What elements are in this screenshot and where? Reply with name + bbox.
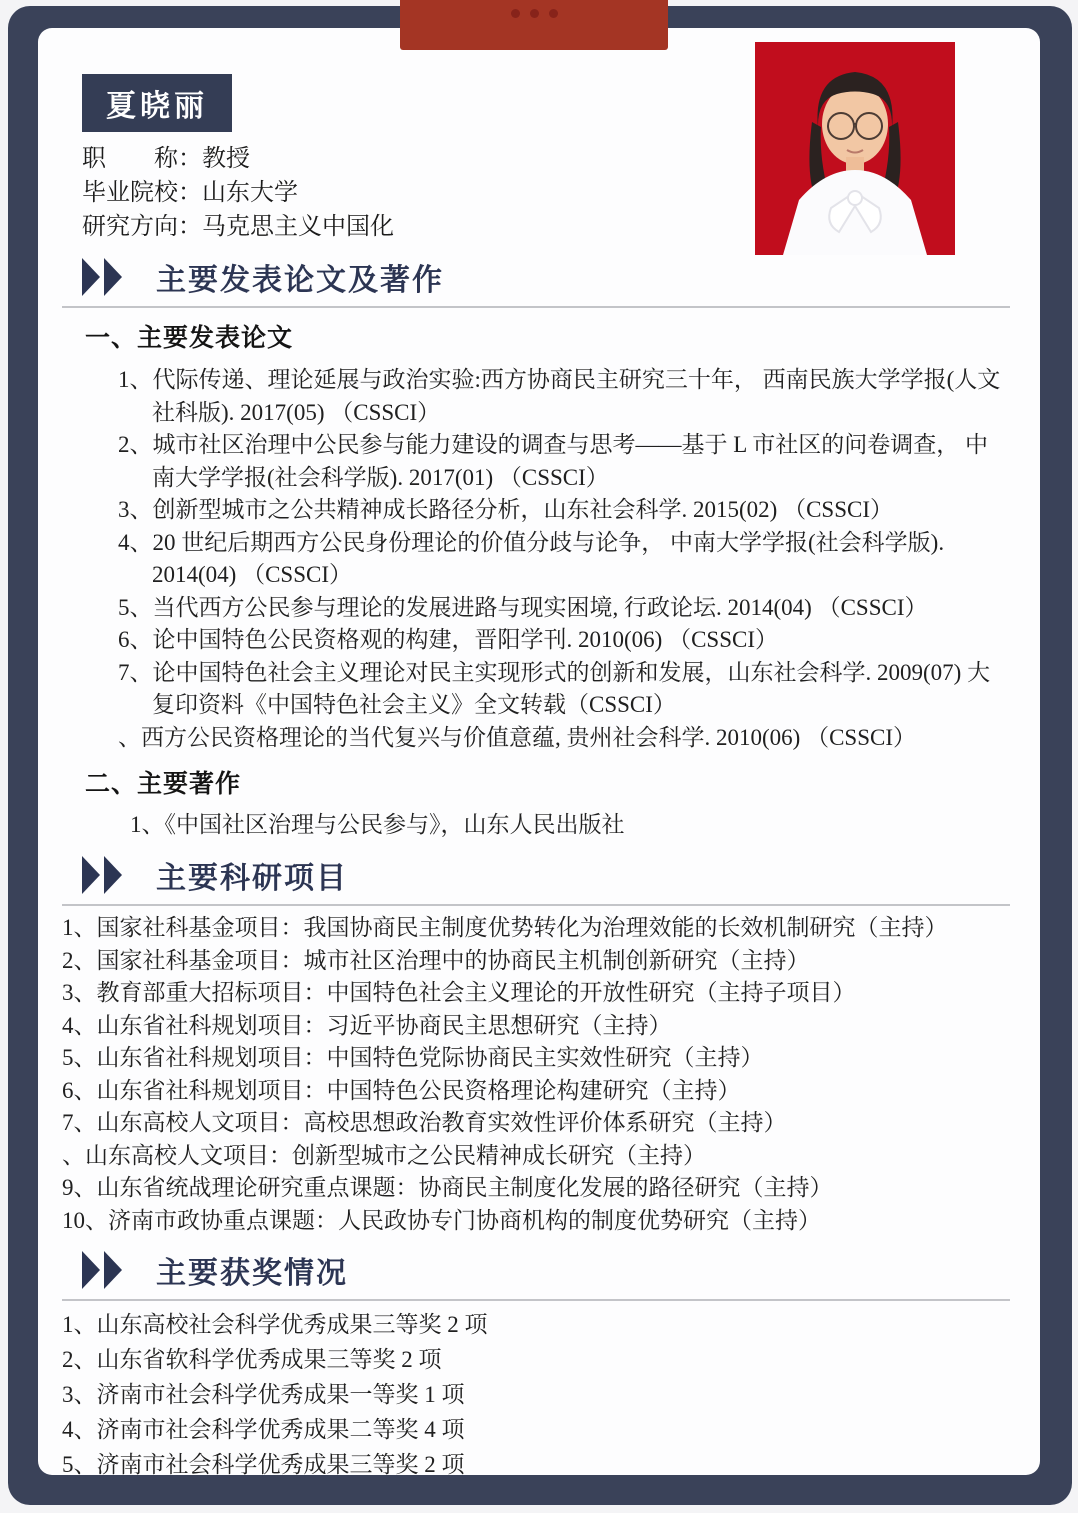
award-item: 4、济南市社会科学优秀成果二等奖 4 项 — [62, 1417, 465, 1442]
works-list — [62, 808, 1010, 842]
section-divider — [62, 306, 1010, 308]
section-header-publications — [82, 256, 1010, 298]
profile-photo — [755, 42, 955, 255]
profile-info-line: 职 称：教授 — [82, 146, 250, 172]
work-item: 1、《中国社区治理与公民参与》，山东人民出版社 — [130, 812, 625, 837]
project-item: 、山东高校人文项目：创新型城市之公民精神成长研究（主持） — [62, 1142, 706, 1168]
section-title: 主要科研项目 — [156, 862, 348, 895]
profile-info-line: 研究方向：马克思主义中国化 — [82, 214, 394, 240]
papers-subheading: 一、主要发表论文 — [85, 324, 294, 352]
award-item: 2、山东省软科学优秀成果三等奖 2 项 — [62, 1347, 442, 1372]
project-item: 3、教育部重大招标项目：中国特色社会主义理论的开放性研究（主持子项目） — [62, 980, 856, 1005]
award-item: 1、山东高校社会科学优秀成果三等奖 2 项 — [62, 1312, 488, 1337]
works-subheading: 二、主要著作 — [85, 770, 242, 798]
profile-info-line: 毕业院校：山东大学 — [82, 180, 298, 206]
project-item: 6、山东省社科规划项目：中国特色公民资格理论构建研究（主持） — [62, 1077, 741, 1103]
name-badge — [82, 74, 232, 132]
section-header-awards — [82, 1249, 1010, 1291]
project-item: 5、山东省社科规划项目：中国特色党际协商民主实效性研究（主持） — [62, 1045, 764, 1070]
award-item: 3、济南市社会科学优秀成果一等奖 1 项 — [62, 1382, 465, 1407]
project-item: 2、国家社科基金项目：城市社区治理中的协商民主机制创新研究（主持） — [62, 947, 810, 973]
paper-item: 7、论中国特色社会主义理论对民主实现形式的创新和发展，山东社会科学. 2009(07) 大复印资料《中国特色社会主义》全文转载（CSSCI） — [118, 659, 991, 717]
paper-item: 2、城市社区治理中公民参与能力建设的调查与思考——基于 L 市社区的问卷调查， 中南大学学报(社会科学版). 2017(01) （CSSCI） — [118, 432, 988, 490]
paper-item: 3、创新型城市之公共精神成长路径分析，山东社会科学. 2015(02) （CSSCI） — [118, 497, 893, 522]
paper-item: 1、代际传递、理论延展与政治实验:西方协商民主研究三十年， 西南民族大学学报(人文社科版). 2017(05) （CSSCI） — [118, 367, 1001, 425]
bow-knot — [848, 191, 862, 205]
section-divider — [62, 904, 1010, 906]
double-chevron-icon — [82, 258, 126, 296]
double-chevron-icon — [82, 1251, 126, 1289]
person-name: 夏晓丽 — [106, 90, 208, 123]
top-binder-tab — [400, 0, 668, 50]
awards-list — [62, 1307, 1010, 1475]
section-divider — [62, 1299, 1010, 1301]
project-item: 9、山东省统战理论研究重点课题：协商民主制度化发展的路径研究（主持） — [62, 1175, 833, 1200]
section-header-projects — [82, 854, 1010, 896]
project-item: 4、山东省社科规划项目：习近平协商民主思想研究（主持） — [62, 1012, 672, 1038]
award-item: 5、济南市社会科学优秀成果三等奖 2 项 — [62, 1452, 465, 1475]
section-title: 主要发表论文及著作 — [156, 264, 444, 297]
paper-item: 6、论中国特色公民资格观的构建，晋阳学刊. 2010(06) （CSSCI） — [118, 627, 778, 652]
paper-item: 4、20 世纪后期西方公民身份理论的价值分歧与论争， 中南大学学报(社会科学版). 2014(04) （CSSCI） — [118, 529, 945, 587]
paper-item: 、西方公民资格理论的当代复兴与价值意蕴, 贵州社会科学. 2010(06) （CSSCI） — [118, 724, 916, 750]
section-title: 主要获奖情况 — [156, 1257, 348, 1290]
paper-item: 5、当代西方公民参与理论的发展进路与现实困境, 行政论坛. 2014(04) （CSSCI） — [118, 594, 928, 620]
papers-list — [62, 364, 1010, 754]
project-item: 10、济南市政协重点课题：人民政协专门协商机构的制度优势研究（主持） — [62, 1207, 821, 1233]
projects-list — [62, 912, 1010, 1237]
double-chevron-icon — [82, 856, 126, 894]
tab-dot — [511, 9, 520, 18]
project-item: 1、国家社科基金项目：我国协商民主制度优势转化为治理效能的长效机制研究（主持） — [62, 915, 948, 940]
project-item: 7、山东高校人文项目：高校思想政治教育实效性评价体系研究（主持） — [62, 1110, 787, 1135]
tab-dot — [549, 9, 558, 18]
tab-dot — [530, 9, 539, 18]
